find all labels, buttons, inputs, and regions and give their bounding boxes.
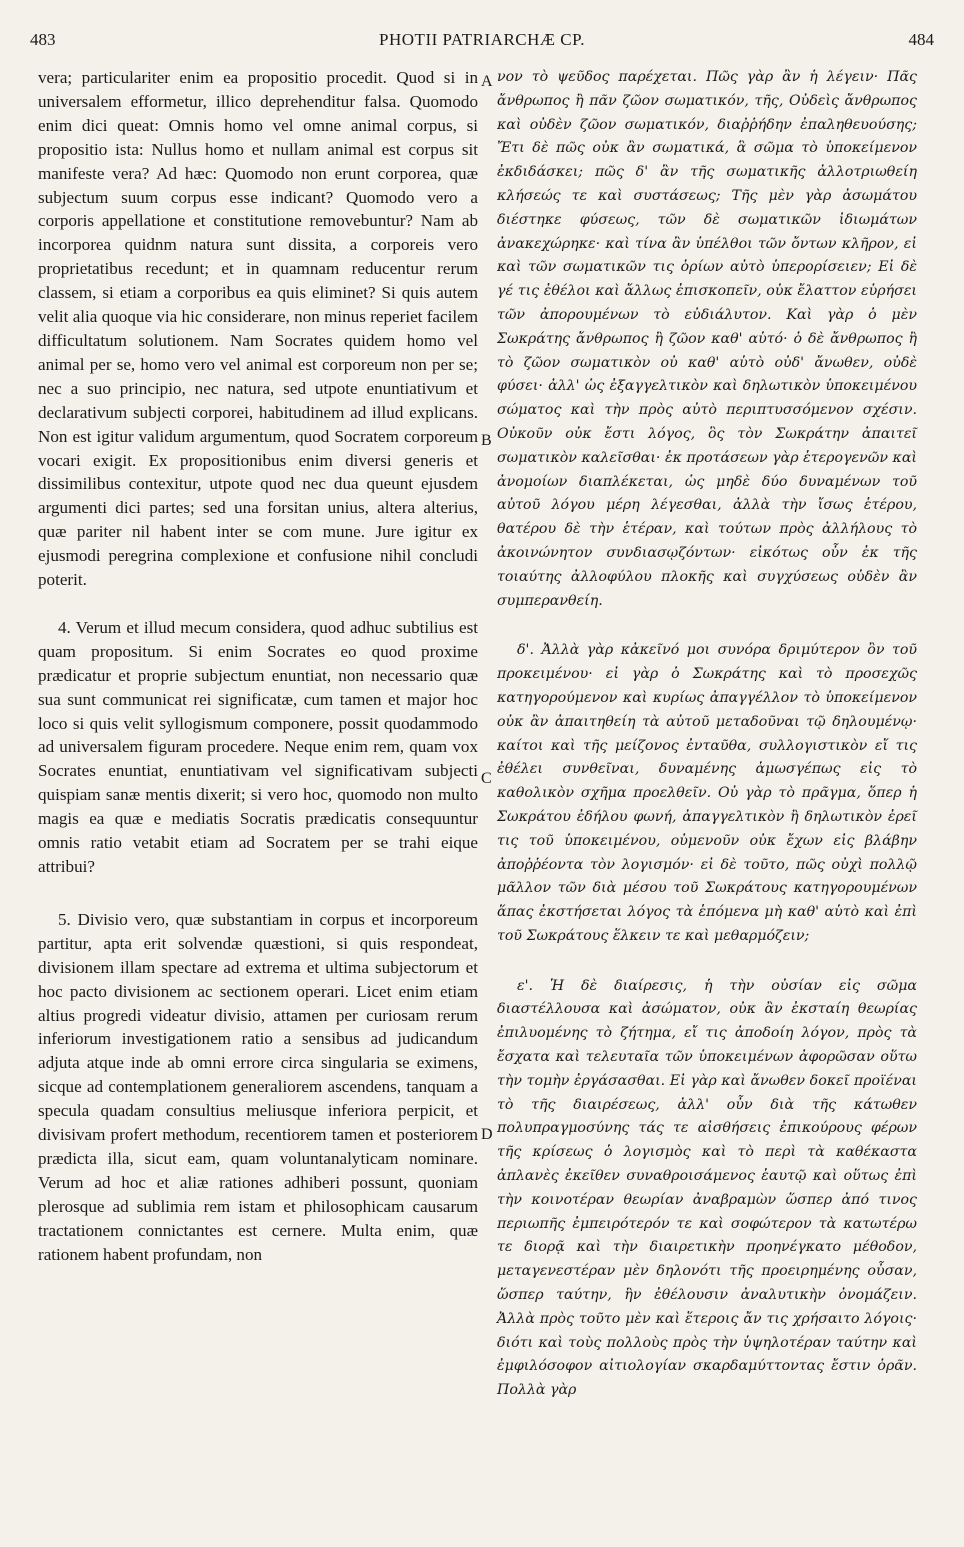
running-header: [30, 30, 934, 54]
section-marker-a: A: [481, 73, 493, 90]
section-marker-b: B: [481, 432, 492, 449]
section-marker-c: C: [481, 770, 492, 787]
greek-column: [497, 66, 917, 1403]
greek-paragraph-5: ε'. Ἡ δὲ διαίρεσις, ἡ τὴν οὐσίαν εἰς σῶμα διαστέλλουσα καὶ ἀσώματον, οὐκ ἂν ἐκσταίη θεωρίας ἐπιλυομένης τὸ ζήτημα, εἴ τις ἀποδοίη λόγον, πρὸς τὰ ἔσχατα καὶ τελευταῖα τῶν ὑποκειμένων ἀφορῶσαν οὕτω τὴν τομὴν ἐργάσασθαι. Εἰ γὰρ καὶ ἄνωθεν δοκεῖ προϊέναι τὸ τῆς διαιρέσεως, ἀλλ' οὖν διὰ τῆς κάτωθεν πολυπραγμοσύνης τάς τε αἰσθήσεις ἐπικούρους φέρων τῆς κρίσεως ὁ λογισμὸς καὶ τὸ περὶ τὰ καθέκαστα ἀπλανὲς ἐκεῖθεν συναθροισάμενος ἑαυτῷ καὶ οὕτως ἐπὶ τὴν κοινοτέραν θεωρίαν ἀναβραμὼν ὥσπερ ἀπό τινος περιωπῆς ἐμπειρότερόν τε καὶ σοφώτερον τὰ κατωτέρω τε διορᾷ καὶ τὴν διαιρετικὴν προηνέγκατο μέθοδον, μεταγενεστέραν μὲν δηλονότι τῆς προειρημένης οὖσαν, ὥσπερ ταύτην, ἣν ἐθέλουσιν ἀναλυτικὴν ὀνομάζειν. Ἀλλὰ πρὸς τοῦτο μὲν καὶ ἕτεροις ἄν τις χρήσαιτο λόγοις· διότι καὶ τοὺς πολλοὺς πρὸς τὴν ὑψηλοτέραν ταύτην καὶ ἐμφιλόσοφον αἰτιολογίαν σκαρδαμύττοντας ἔστιν ὁρᾶν. Πολλὰ γὰρ: [497, 977, 917, 1399]
latin-paragraph-5: 5. Divisio vero, quæ substantiam in corpus et incorporeum partitur, apta erit solvendæ quæstioni, si quis respondeat, divisionem illam spectare ad extrema et ultima subjectorum et hoc pacto divisionem ac sectionem operari. Licet enim etiam altius progredi videatur divisio, attamen per curiosam rerum inferiorum investigationem ratio a sensibus ad judicandum adjuta atque inde ab omni errore circa singularia se eximens, sicque ad contemplationem generaliorem ascendens, tanquam a specula quadam consultius meliusque inferiora perpicit, et divisivam profert methodum, recentiorem tamen et posteriorem prædicta illa, sicut eam, quam voluntanalyticam nominare. Verum ad hoc et aliæ rationes adhiberi possunt, quoniam plerosque ad sublimia rem istam et philosophicam causarum tractationem connictantes est cernere. Multa enim, quæ rationem habent profundam, non: [38, 909, 478, 1264]
running-title: PHOTII PATRIARCHÆ CP.: [379, 30, 585, 49]
greek-paragraph-4: δ'. Ἀλλὰ γὰρ κἀκεῖνό μοι συνόρα δριμύτερον ὂν τοῦ προκειμένου· εἰ γὰρ ὁ Σωκράτης καὶ τὸ προσεχῶς κατηγορούμενον καὶ κυρίως ἀπαγγέλλον τὸ ὑποκείμενον οὐκ ἂν ἀπαιτηθείη τὰ αὐτοῦ μεταδοῦναι τῷ δηλουμένῳ· καίτοι καὶ τῆς μείζονος ἐνταῦθα, συλλογιστικὸν εἴ τις ἐθέλει συνθεῖναι, δυναμένης ἁμωσγέπως εἰς τὸ καθολικὸν σχῆμα προελθεῖν. Οὐ γὰρ τὸ πρᾶγμα, ὅπερ ἡ Σωκράτου ἐδήλου φωνή, ἀπαγγελτικὸν ἢ δηλωτικὸν ἐρεῖ τις τοῦ ὑποκειμένου, οὐμενοῦν οὐκ ἔχων εἰς βλάβην ἀποῤῥέοντα τὸν λογισμόν· εἰ δὲ τοῦτο, πῶς οὐχὶ πολλῷ μᾶλλον τῶν διὰ μέσου τοῦ Σωκράτους κατηγορουμένων ἅπας ἐκστήσεται λόγος τὰ ἑπόμενα μὴ καθ' αὑτὸ καὶ ἐπὶ τοῦ Σωκράτους ἕλκειν τε καὶ μεθαρμόζειν;: [497, 642, 917, 944]
section-marker-d: D: [481, 1126, 493, 1143]
page-number-right: 484: [908, 30, 934, 49]
greek-paragraph-1: νον τὸ ψεῦδος παρέχεται. Πῶς γὰρ ἂν ἡ λέγειν· Πᾶς ἄνθρωπος ἢ πᾶν ζῶον σωματικόν, τῆς, Οὐδεὶς ἄνθρωπος καὶ οὐδὲν ζῶον σωματικόν, διαῤῥήδην ἐπαληθευούσης; Ἔτι δὲ πῶς οὐκ ἂν σωματικά, ἃ σῶμα τὸ ὑποκείμενον ἐκδιδάσκει; πῶς δ' ἂν τῆς σωματικῆς ἀλλοτριωθείη κλήσεώς τε καὶ συστάσεως; Τῆς μὲν γὰρ ἀσωμάτου διέστηκε φύσεως, τῶν δὲ σωματικῶν ἰδιωμάτων ἀνακεχώρηκε· καὶ τίνα ἂν ὑπέλθοι τῶν ὄντων κλῆρον, εἰ καὶ τῶν σωματικῶν τις ὁρίων αὐτὸ ὑπερορίσειεν; Εἰ δὲ γέ τις ἐθέλοι καὶ ἄλλως ἐπισκοπεῖν, οὐκ ἔλαττον εὑρήσει τῶν ἀπορουμένων τὸ εὐδιάλυτον. Καὶ γὰρ ὁ μὲν Σωκράτης ἄνθρωπος ἢ ζῶον καθ' αὑτό· ὁ δὲ ἄνθρωπος ἢ τὸ ζῶον σωματικὸν οὐ καθ' αὑτὸ οὐδ' ἄνωθεν, οὐδὲ φύσει· ἀλλ' ὡς ἐξαγγελτικὸν καὶ δηλωτικὸν ὑποκειμένου σώματος καὶ τὴν πρὸς αὐτὸ περιπτυσσόμενον σχέσιν. Οὐκοῦν οὐκ ἔστι λόγος, ὃς τὸν Σωκράτην ἀπαιτεῖ σωματικὸν καλεῖσθαι· ἐκ προτάσεων γὰρ ἑτερογενῶν καὶ ἀνομοίων διαπλέκεται, ὡς μηδὲ δύο δυναμένων τοῦ αὐτοῦ λόγου μέρη λέγεσθαι, ἀλλὰ τὴν ἴσως ἑτέρου, θατέρου δὲ τὴν ἑτέραν, καὶ τούτων πρὸς ἀλλήλους τὸ ἀκοινώνητον συνδιασῳζόντων· εἰκότως οὖν ἐκ τῆς τοιαύτης ἀλλοφύλου πλοκῆς καὶ συγχύσεως οὐδὲν ἂν συμπερανθείη.: [497, 69, 917, 609]
latin-paragraph-1: vera; particulariter enim ea propositio procedit. Quod si in universalem efformetur, illico deprehenditur falsa. Quomodo enim dici queat: Omnis homo vel omne animal corpus, si propositio ista: Nullus homo et nullam animal est corpus sit manifeste vera? Ad hæc: Quomodo non erunt corporea, quæ subjectum suum corpus esse indicant? Quomodo vero a corporis appellatione et constitutione removebuntur? Nam ab incorporea quidnm natura sunt dissita, a corporeis vero proprietatibus recedunt; et in quamnam reducentur rerum classem, si etiam a corporibus ea quis eliminet? Si quis autem velit alia quoque via hic considerare, non minus reperiet facilem difficultatum solutionem. Nam Socrates quidem homo vel animal per se, homo vero vel animal est corporeum non per se; nec a suo principio, nec natura, sed utpote enuntiativum et declarativum subjecti corporei, habitudinem ad illud explicans. Non est igitur validum argumentum, quod Socratem corporeum vocari exigit. Ex propositionibus enim diversi generis et dissimilibus contexitur, utpote quod nec dua queunt ejusdem argumenti dici partes; sed una forsitan unius, altera alterius, quæ pariter nil habent inter se com mune. Jure igitur ex ejusmodi peregrina complexione et confusione nihil concludi poterit.: [38, 68, 478, 590]
latin-paragraph-4: 4. Verum et illud mecum considera, quod adhuc subtilius est quam propositum. Si enim Socrates eo quod proxime prædicatur et proprie subjectum enuntiat, non necessario quæ sua sunt communicat rei significatæ, cum tamen et major hoc loco si quis velit syllogismum componere, possit quodammodo ad universalem figuram procedere. Neque enim rem, quam vox Socrates enuntiat, enuntiativam vel significativam subjecti quispiam sanæ mentis dixerit; si vero hoc, quomodo non multo magis ea quæ e mediatis Socratis prædicatis consequuntur omnis ratio vetabit etiam ad Socratem per se trahi eique attribui?: [38, 617, 478, 876]
latin-column: [38, 66, 478, 1267]
page-number-left: 483: [30, 30, 56, 49]
